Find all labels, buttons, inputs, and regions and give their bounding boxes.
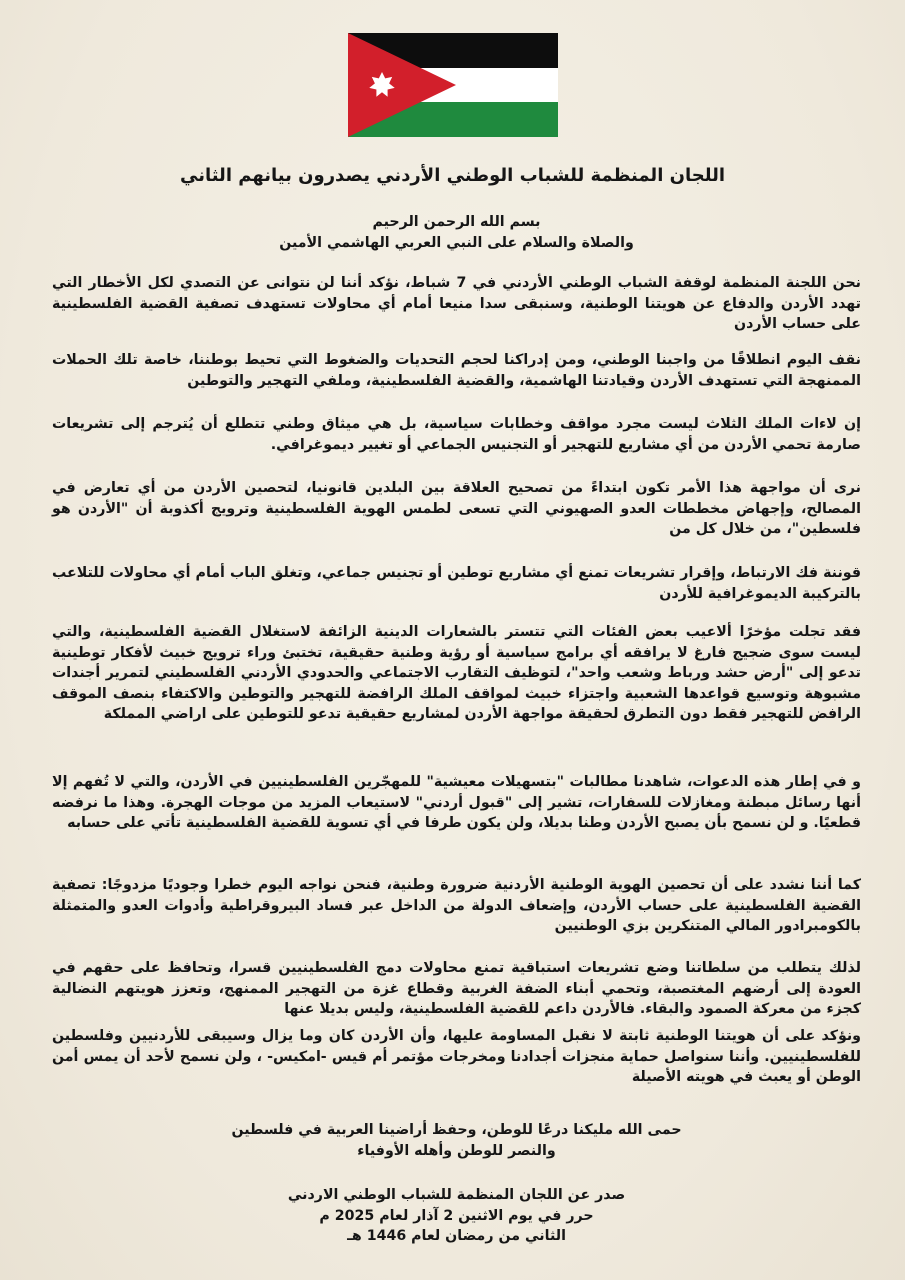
closing-prayer xyxy=(52,1120,861,1161)
paragraph-commitment: نحن اللجنة المنظمة لوقفة الشباب الوطني الأردني في 7 شباط، نؤكد أننا لن نتوانى عن التصدي لكل الأخطار التي تهدد الأردن والدفاع عن هويتنا الوطنية، وسنبقى سدا منيعا أمام أي محاولات تستهدف تصفية القضية الفلسطينية على حساب الأردن xyxy=(52,275,861,332)
signature-issuer: صدر عن اللجان المنظمة للشباب الوطني الاردني xyxy=(287,1187,626,1203)
closing-line: والنصر للوطن وأهله الأوفياء xyxy=(357,1142,556,1159)
paragraph-living-facilities: و في إطار هذه الدعوات، شاهدنا مطالبات "بتسهيلات معيشية" للمهجّرين الفلسطينيين في الأردن، والتي لا تُفهم إلا أنها رسائل مبطنة ومغازلات للسفارات، تشير إلى "قبول أردني" لاستيعاب المزيد من موجات الهجرة. وهذا ما نرفضه قطعيًا. و لن نسمح بأن يصبح الأردن وطنا بديلا، ولن يكون طرفا في أي تسوية للقضية الفلسطينية تأتي على حسابه xyxy=(52,774,861,831)
signature-block xyxy=(52,1185,861,1247)
basmala-line: بسم الله الرحمن الرحيم xyxy=(372,214,541,230)
salutation-line: والصلاة والسلام على النبي العربي الهاشمي الأمين xyxy=(279,234,634,251)
basmala xyxy=(52,212,861,253)
closing-line: حمى الله مليكنا درعًا للوطن، وحفظ أراضينا العربية في فلسطين xyxy=(231,1122,682,1138)
jordan-flag-icon xyxy=(348,33,558,137)
paragraph-religious-slogans: فقد تجلت مؤخرًا ألاعيب بعض الفئات التي تتستر بالشعارات الدينية الزائفة لاستغلال القضية الفلسطينية، والتي ليست سوى ضجيج فارغ لا يرافقه أي برامج سياسية أو رؤية وطنية حقيقية، تختبئ وراء ترويج خبيث لأفكار توطينية تدعو إلى "أرض حشد ورباط وشعب واحد"، لتوظيف التقارب الاجتماعي والحدودي الأردني الفلسطيني لتمرير أجندات مشبوهة وتوسيع قواعدها الشعبية واجتزاء خبيث لمواقف الملك الرافضة للتهجير والتوطين والاكتفاء بنصف الموقف الرافض للتهجير فقط دون التطرق لحقيقة مواجهة الأردن لمشاريع حقيقية تدعو للتوطين على اراضي المملكة xyxy=(52,624,861,722)
paragraph-kings-noes: إن لاءات الملك الثلاث ليست مجرد مواقف وخطابات سياسية، بل هي ميثاق وطني تتطلع أن يُترجم إلى تشريعات صارمة تحمي الأردن من أي مشاريع للتهجير أو التجنيس الجماعي أو تغيير ديموغرافي. xyxy=(52,416,861,453)
document-title: اللجان المنظمة للشباب الوطني الأردني يصدرون بيانهم الثاني xyxy=(179,165,726,186)
paragraph-proactive-legislation: لذلك يتطلب من سلطاتنا وضع تشريعات استباقية تمنع محاولات دمج الفلسطينيين قسرا، وتحافظ على حقهم في العودة إلى أرضهم المغتصبة، وتحمي أبناء الضفة الغربية وقطاع غزة من التهجير الممنهج، وتعزز هويتهم النضالية كجزء من معركة الصمود والبقاء. فالأردن داعم للقضية الفلسطينية، وليس بديلا عنها xyxy=(52,960,861,1017)
paragraph-fixed-identity: ونؤكد على أن هويتنا الوطنية ثابتة لا نقبل المساومة عليها، وأن الأردن كان وما يزال وسيبقى للأردنيين وفلسطين للفلسطينيين. وأننا سنواصل حماية منجزات أجدادنا ومخرجات مؤتمر أم قيس -امكيس- ، ولن نسمح لأحد أن يمس أمن الوطن أو يعبث في هويته الأصيلة xyxy=(52,1028,861,1085)
signature-gregorian-date: حرر في يوم الاثنين 2 آذار لعام 2025 م xyxy=(319,1207,594,1224)
paragraph-disengagement-law: قوننة فك الارتباط، وإقرار تشريعات تمنع أي مشاريع توطين أو تجنيس جماعي، وتغلق الباب أمام أي محاولات للتلاعب بالتركيبة الديموغرافية للأردن xyxy=(52,565,861,602)
paragraph-national-identity: كما أننا نشدد على أن تحصين الهوية الوطنية الأردنية ضرورة وطنية، فنحن نواجه اليوم خطرا وجوديًا مزدوجًا: تصفية القضية الفلسطينية على حساب الأردن، وإضعاف الدولة من الداخل عبر فساد البيروقراطية وأدوات العدو والمتمثلة بالكومبرادور المالي المتنكرين بزي الوطنيين xyxy=(52,877,861,934)
signature-hijri-date: الثاني من رمضان لعام 1446 هـ xyxy=(347,1228,566,1244)
paragraph-national-duty: نقف اليوم انطلاقًا من واجبنا الوطني، ومن إدراكنا لحجم التحديات والضغوط التي تحيط بوطننا، خاصة تلك الحملات الممنهجة التي تستهدف الأردن وقيادتنا الهاشمية، والقضية الفلسطينية، وملفي التهجير والتوطين xyxy=(52,352,861,389)
paragraph-legal-relationship: نرى أن مواجهة هذا الأمر تكون ابتداءً من تصحيح العلاقة بين البلدين قانونيا، لتحصين الأردن من أي تعارض في المصالح، وإجهاض مخططات العدو الصهيوني التي تسعى لطمس الهوية الفلسطينية وترويج أكذوبة أن "الأردن هو فلسطين"، من خلال كل من xyxy=(52,480,861,537)
